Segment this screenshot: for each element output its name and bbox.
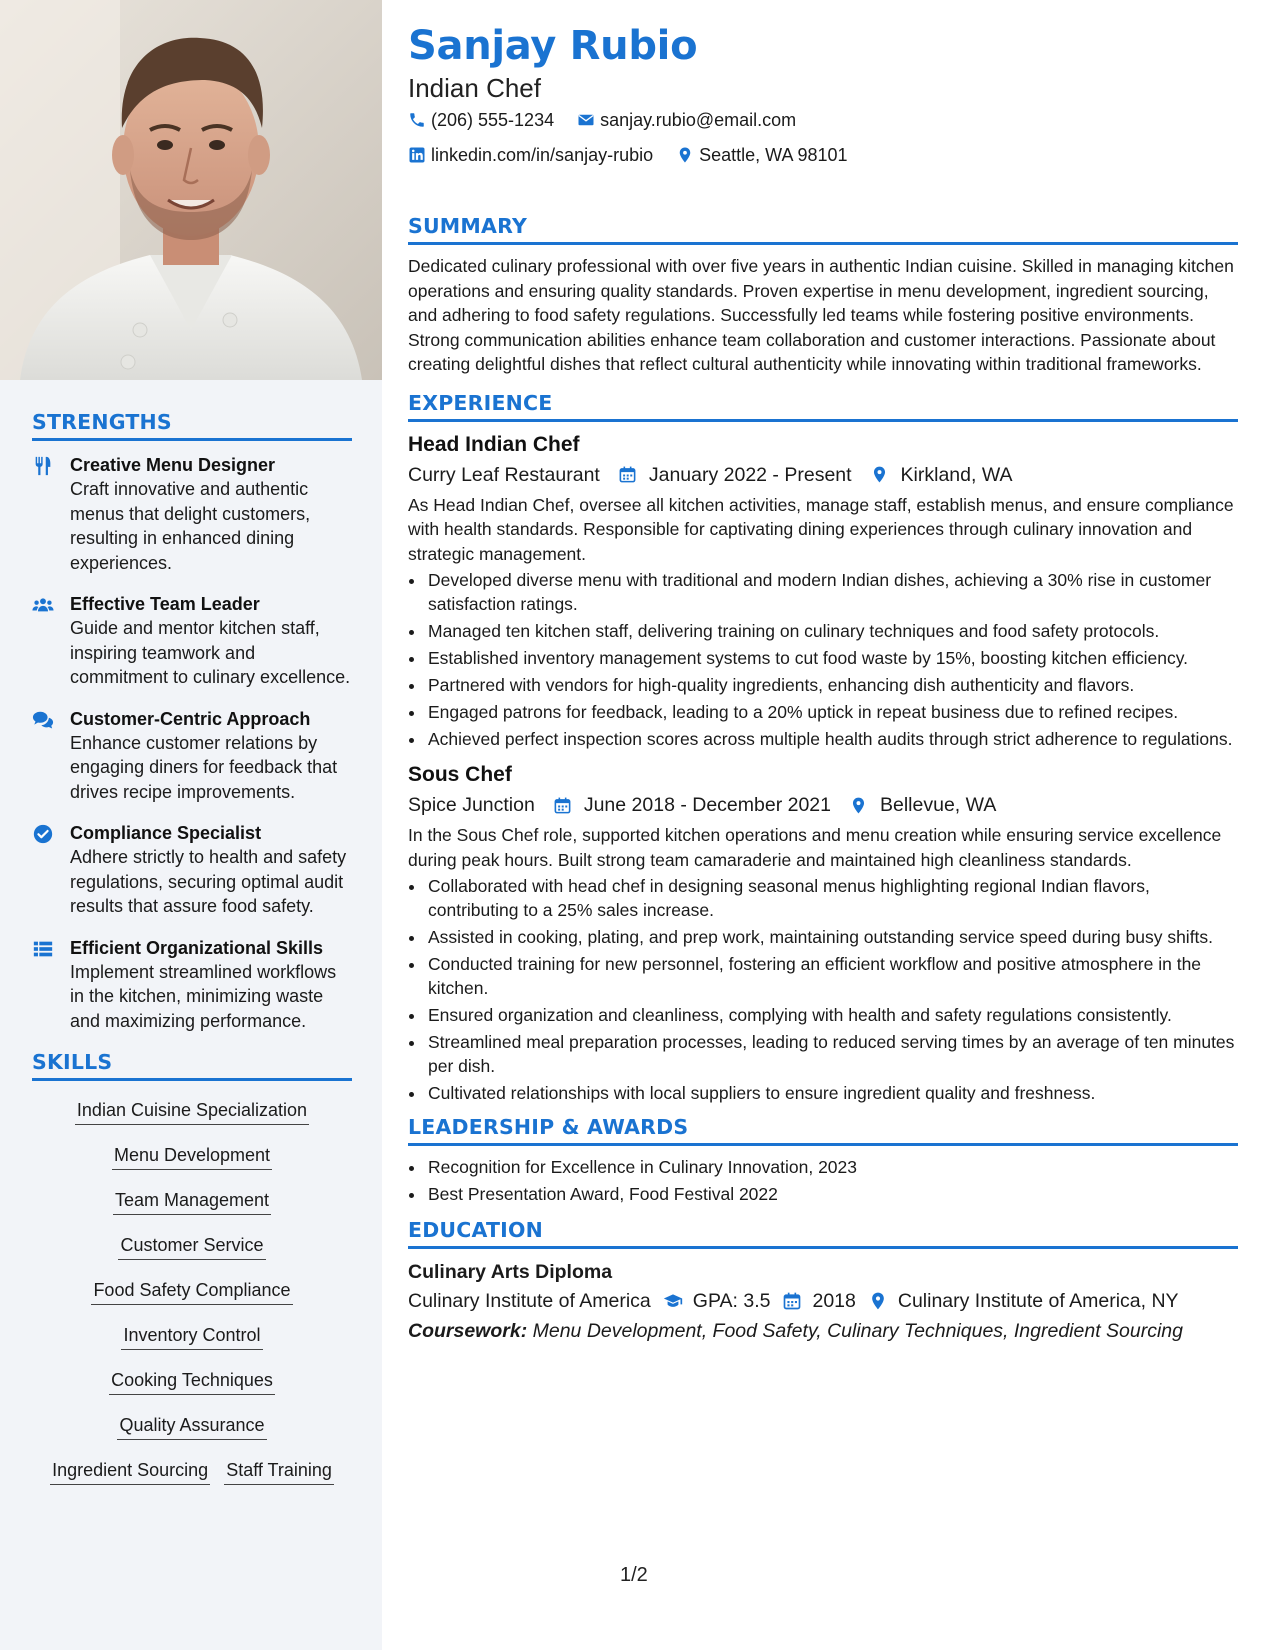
job-dates <box>553 789 831 821</box>
strength-title: Compliance Specialist <box>70 823 262 843</box>
job-description: In the Sous Chef role, supported kitchen operations and menu creation while ensuring service excellence during peak hours. Built strong team camaraderie and maintained high cleanliness standards. <box>408 825 1222 870</box>
list-item: • Cultivated relationships with local suppliers to ensure ingredient quality and freshness. <box>426 1081 1238 1105</box>
coursework-label: Coursework: <box>408 1320 528 1342</box>
job-location <box>849 789 996 821</box>
year-text: 2018 <box>812 1290 856 1312</box>
list-item: • Assisted in cooking, plating, and prep work, maintaining outstanding service speed during busy shifts. <box>426 925 1238 949</box>
list-item: • Achieved perfect inspection scores across multiple health audits through strict adherence to regulations. <box>426 727 1238 751</box>
experience-heading: EXPERIENCE <box>408 391 1238 422</box>
strength-item <box>32 936 352 1034</box>
strength-item <box>32 707 352 805</box>
education-meta <box>408 1286 1238 1316</box>
phone-contact[interactable] <box>408 104 554 136</box>
skill-tag: Menu Development <box>112 1144 272 1170</box>
graduation-cap-icon <box>663 1291 683 1311</box>
skill-tag: Inventory Control <box>121 1324 262 1350</box>
contact-info <box>408 104 1238 174</box>
strength-description: Craft innovative and authentic menus that delight customers, resulting in enhanced dining experiences. <box>70 479 311 573</box>
job-company: Curry Leaf Restaurant <box>408 463 600 486</box>
skill-tag: Food Safety Compliance <box>91 1279 292 1305</box>
calendar-icon <box>553 796 572 815</box>
gpa <box>663 1286 771 1316</box>
job-dates-text: June 2018 - December 2021 <box>583 794 831 816</box>
email-text: sanjay.rubio@email.com <box>600 110 797 130</box>
skill-tag: Ingredient Sourcing <box>50 1459 210 1485</box>
strength-description: Guide and mentor kitchen staff, inspiring teamwork and commitment to culinary excellence. <box>70 618 351 687</box>
profile-photo <box>0 0 382 380</box>
location-pin-icon <box>676 146 694 164</box>
location-pin-icon <box>870 465 889 484</box>
check-circle-icon <box>32 821 70 919</box>
phone-icon <box>408 111 426 129</box>
skill-list <box>32 1093 352 1504</box>
education-heading: EDUCATION <box>408 1218 1238 1249</box>
gpa-text: GPA: 3.5 <box>692 1290 771 1312</box>
location-pin-icon <box>868 1291 888 1311</box>
job-meta <box>408 789 1238 821</box>
list-item: • Managed ten kitchen staff, delivering training on culinary techniques and food safety protocols. <box>426 619 1238 643</box>
job-dates <box>618 459 852 491</box>
awards-heading: LEADERSHIP & AWARDS <box>408 1115 1238 1146</box>
list-item: • Streamlined meal preparation processes, leading to reduced serving times by an average of ten minutes per dish. <box>426 1030 1238 1078</box>
list-item: • Recognition for Excellence in Culinary Innovation, 2023 <box>426 1155 1238 1179</box>
list-item: • Partnered with vendors for high-quality ingredients, enhancing dish authenticity and flavors. <box>426 673 1238 697</box>
skill-tag: Staff Training <box>224 1459 334 1485</box>
strength-title: Efficient Organizational Skills <box>70 937 324 958</box>
job-bullets <box>408 874 1238 1105</box>
candidate-name: Sanjay Rubio <box>408 23 698 69</box>
summary-section <box>408 214 1238 377</box>
school-location-text: Culinary Institute of America, NY <box>897 1290 1179 1312</box>
skill-tag: Customer Service <box>118 1234 265 1260</box>
list-item: • Established inventory management systems to cut food waste by 15%, boosting kitchen efficiency. <box>426 646 1238 670</box>
strength-item <box>32 821 352 919</box>
strength-item <box>32 453 352 575</box>
summary-heading: SUMMARY <box>408 214 1238 245</box>
graduation-year <box>782 1286 855 1316</box>
awards-list <box>408 1155 1238 1206</box>
job-company: Spice Junction <box>408 794 535 816</box>
skills-heading: SKILLS <box>32 1050 352 1081</box>
strength-item <box>32 592 352 690</box>
job-description: As Head Indian Chef, oversee all kitchen activities, manage staff, establish menus, and ensure compliance with health standards. Responsible for captivating dining experiences through culinary innovation and strategic management. <box>408 494 1234 564</box>
utensils-icon <box>32 453 70 575</box>
strength-description: Adhere strictly to health and safety regulations, securing optimal audit results that assure food safety. <box>70 847 347 916</box>
job-entry <box>408 431 1238 752</box>
job-entry <box>408 761 1238 1105</box>
envelope-icon <box>577 111 595 129</box>
job-title: Sous Chef <box>408 763 512 786</box>
job-meta <box>408 459 1238 491</box>
strength-description: Enhance customer relations by engaging diners for feedback that drives recipe improvements. <box>70 732 338 802</box>
linkedin-icon <box>408 146 426 164</box>
list-item: • Collaborated with head chef in designing seasonal menus highlighting regional Indian flavors, contributing to a 25% sales increase. <box>426 874 1238 922</box>
sidebar <box>0 0 382 1650</box>
list-item: • Conducted training for new personnel, fostering an efficient workflow and positive atmosphere in the kitchen. <box>426 952 1238 1000</box>
list-icon <box>32 936 70 1034</box>
job-location <box>870 459 1013 491</box>
job-location-text: Kirkland, WA <box>900 463 1013 486</box>
strength-description: Implement streamlined workflows in the kitchen, minimizing waste and maximizing performance. <box>70 961 337 1031</box>
calendar-icon <box>618 465 637 484</box>
candidate-role: Indian Chef <box>408 73 541 103</box>
strengths-heading: STRENGTHS <box>32 410 352 441</box>
summary-text: Dedicated culinary professional with over five years in authentic Indian cuisine. Skilled in managing kitchen operations and ensuring quality standards. Proven expertise in menu development, ingredient sourcing, and adhering to food safety regulations. Successfully led teams while fostering positive environments. Strong communication abilities enhance team collaboration and customer interactions. Passionate about creating delightful dishes that reflect cultural authenticity while innovating within traditional frameworks. <box>408 256 1234 374</box>
degree-title: Culinary Arts Diploma <box>408 1261 613 1283</box>
school-name: Culinary Institute of America <box>408 1290 651 1312</box>
school-location <box>868 1286 1179 1316</box>
strength-title: Creative Menu Designer <box>70 455 276 475</box>
skill-tag: Indian Cuisine Specialization <box>75 1099 309 1125</box>
page-number: 1/2 <box>620 1564 648 1586</box>
awards-section <box>408 1115 1238 1206</box>
coursework-text: Menu Development, Food Safety, Culinary Techniques, Ingredient Sourcing <box>532 1320 1183 1342</box>
job-title: Head Indian Chef <box>408 432 580 456</box>
list-item: • Best Presentation Award, Food Festival 2022 <box>426 1182 1238 1206</box>
skill-tag: Team Management <box>113 1189 271 1215</box>
coursework <box>408 1316 1238 1346</box>
main-content <box>408 18 1238 1346</box>
job-bullets <box>408 568 1238 751</box>
chat-icon <box>32 707 70 805</box>
job-dates-text: January 2022 - Present <box>648 463 852 486</box>
calendar-icon <box>782 1291 802 1311</box>
location-contact <box>676 139 847 171</box>
list-item: • Engaged patrons for feedback, leading to a 20% uptick in repeat business due to refined recipes. <box>426 700 1238 724</box>
strength-title: Effective Team Leader <box>70 594 260 614</box>
location-pin-icon <box>849 796 868 815</box>
education-section <box>408 1218 1238 1346</box>
list-item: • Developed diverse menu with traditional and modern Indian dishes, achieving a 30% rise in customer satisfaction ratings. <box>426 568 1238 616</box>
experience-section <box>408 391 1238 1106</box>
location-text: Seattle, WA 98101 <box>699 145 848 165</box>
email-contact[interactable] <box>577 104 796 136</box>
linkedin-text: linkedin.com/in/sanjay-rubio <box>431 145 654 165</box>
phone-text: (206) 555-1234 <box>431 110 555 130</box>
list-item: • Ensured organization and cleanliness, complying with health and safety regulations consistently. <box>426 1003 1238 1027</box>
skill-tag: Quality Assurance <box>117 1414 266 1440</box>
job-location-text: Bellevue, WA <box>880 794 997 816</box>
strength-title: Customer-Centric Approach <box>70 708 311 729</box>
skill-tag: Cooking Techniques <box>109 1369 275 1395</box>
users-icon <box>32 592 70 690</box>
linkedin-contact[interactable] <box>408 139 653 171</box>
